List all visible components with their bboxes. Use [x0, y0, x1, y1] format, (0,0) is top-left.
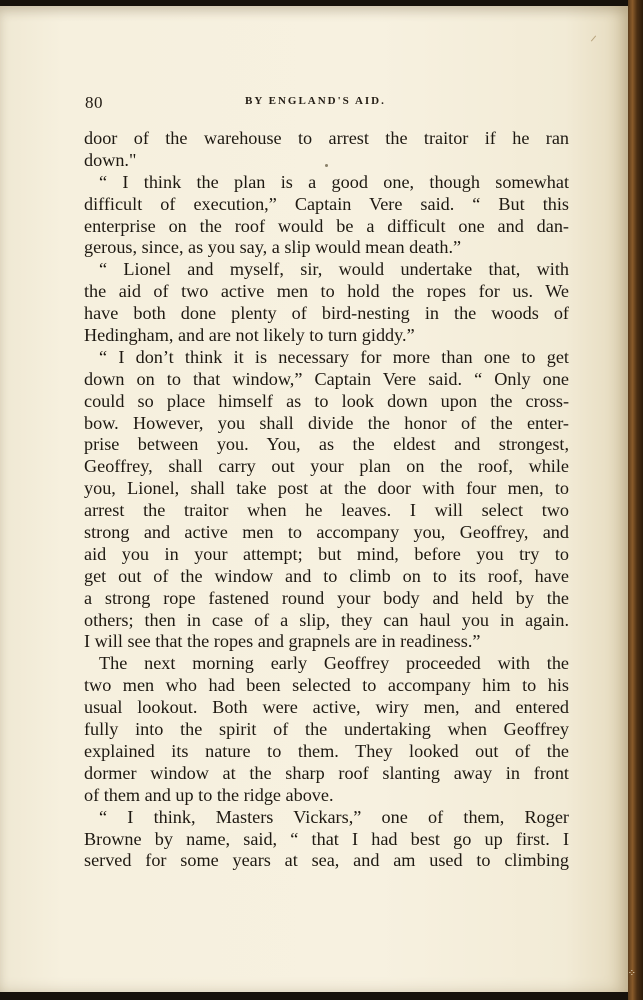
- text-line: you, Lionel, shall take post at the door with four men, to: [84, 478, 569, 499]
- page-mark: [591, 35, 596, 41]
- text-line: explained its nature to them. They looked out of the: [84, 740, 569, 761]
- text-line: aid you in your attempt; but mind, before you try to: [84, 543, 569, 564]
- text-line: of them and up to the ridge above.: [84, 784, 334, 805]
- book-edge: [628, 0, 643, 1000]
- text-line: strong and active men to accompany you, Geoffrey, and: [84, 522, 569, 543]
- text-line: enterprise on the roof would be a difficult one and dan-: [84, 215, 569, 236]
- text-line: get out of the window and to climb on to its roof, have: [84, 565, 569, 586]
- edge-mark: ⁘: [627, 968, 637, 979]
- text-line: Browne by name, said, “ that I had best go up first. I: [84, 828, 569, 849]
- text-line: down.": [84, 149, 137, 170]
- running-head: BY ENGLAND'S AID.: [245, 95, 386, 107]
- text-line: bow. However, you shall divide the honor of the enter-: [84, 412, 569, 433]
- text-line: “ I think, Masters Vickars,” one of them, Roger: [99, 806, 569, 827]
- text-line: Geoffrey, shall carry out your plan on the roof, while: [84, 456, 569, 477]
- text-line: gerous, since, as you say, a slip would mean death.”: [84, 237, 462, 258]
- text-line: Hedingham, and are not likely to turn giddy.”: [84, 325, 415, 346]
- text-line: prise between you. You, as the eldest and strongest,: [84, 434, 569, 455]
- page-header: [85, 90, 569, 114]
- body-text: [84, 128, 569, 872]
- text-line: down on to that window,” Captain Vere said. “ Only one: [84, 368, 569, 389]
- text-line: arrest the traitor when he leaves. I will select two: [84, 500, 569, 521]
- text-line: “ Lionel and myself, sir, would undertake that, with: [99, 259, 569, 280]
- text-line: have both done plenty of bird-nesting in the woods of: [84, 303, 569, 324]
- text-line: I will see that the ropes and grapnels are in readiness.”: [84, 631, 481, 652]
- text-line: difficult of execution,” Captain Vere said. “ But this: [84, 193, 569, 214]
- text-line: two men who had been selected to accompany him to his: [84, 675, 569, 696]
- text-line: others; then in case of a slip, they can haul you in again.: [84, 609, 569, 630]
- text-line: door of the warehouse to arrest the traitor if he ran: [84, 128, 569, 148]
- text-line: The next morning early Geoffrey proceeded with the: [99, 653, 569, 674]
- text-line: “ I think the plan is a good one, though somewhat: [99, 171, 569, 192]
- text-line: dormer window at the sharp roof slanting away in front: [84, 762, 569, 783]
- book-page: [0, 6, 628, 992]
- page-number: 80: [85, 93, 103, 112]
- text-line: usual lookout. Both were active, wiry men, and entered: [84, 697, 569, 718]
- text-line: “ I don’t think it is necessary for more than one to get: [99, 346, 569, 367]
- text-line: fully into the spirit of the undertaking when Geoffrey: [84, 719, 569, 740]
- text-line: could so place himself as to look down upon the cross-: [84, 390, 569, 411]
- text-line: a strong rope fastened round your body and held by the: [84, 587, 569, 608]
- text-line: the aid of two active men to hold the ropes for us. We: [84, 281, 569, 302]
- text-line: served for some years at sea, and am used to climbing: [84, 850, 569, 871]
